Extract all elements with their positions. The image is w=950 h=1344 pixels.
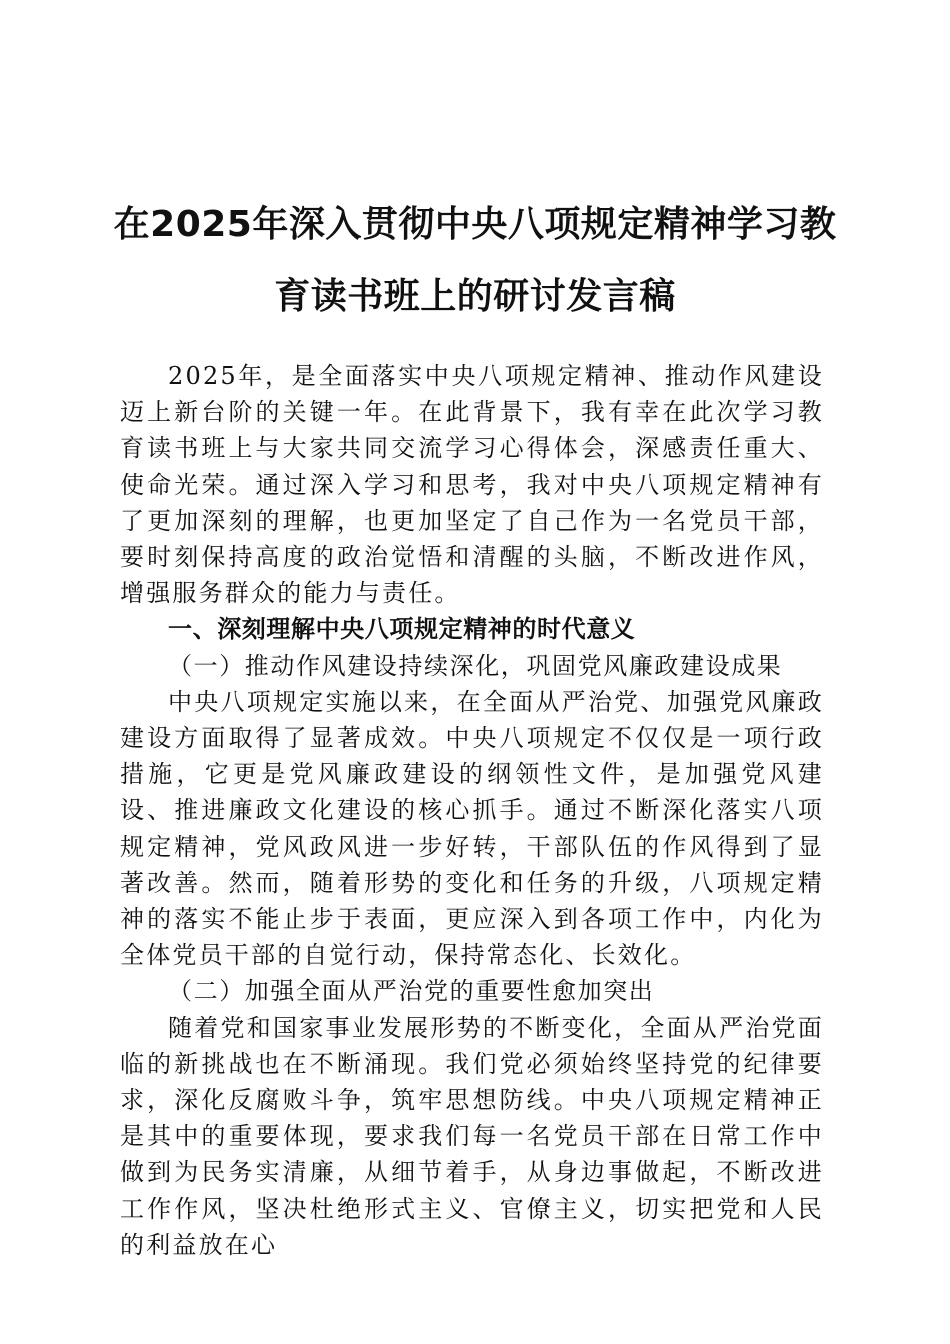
- document-title-line-1: 在2025年深入贯彻中央八项规定精神学习教: [113, 204, 837, 245]
- document-body: [120, 358, 824, 1263]
- body-paragraph-1: 中央八项规定实施以来，在全面从严治党、加强党风廉政建设方面取得了显著成效。中央八项规定不仅仅是一项行政措施，它更是党风廉政建设的纲领性文件，是加强党风建设、推进廉政文化建设的核心抓手。通过不断深化落实八项规定精神，党风政风进一步好转，干部队伍的作风得到了显著改善。然而，随着形势的变化和任务的升级，八项规定精神的落实不能止步于表面，更应深入到各项工作中，内化为全体党员干部的自觉行动，保持常态化、长效化。: [120, 687, 824, 970]
- subsection-heading-1: （一）推动作风建设持续深化，巩固党风廉政建设成果: [168, 651, 783, 680]
- subsection-heading-2: （二）加强全面从严治党的重要性愈加突出: [168, 977, 655, 1006]
- document-title-line-2: 育读书班上的研讨发言稿: [274, 276, 676, 317]
- body-paragraph-2: 随着党和国家事业发展形势的不断变化，全面从严治党面临的新挑战也在不断涌现。我们党必须始终坚持党的纪律要求，深化反腐败斗争，筑牢思想防线。中央八项规定精神正是其中的重要体现，要求我们每一名党员干部在日常工作中做到为民务实清廉，从细节着手，从身边事做起，不断改进工作作风，坚决杜绝形式主义、官僚主义，切实把党和人民的利益放在心: [120, 1013, 824, 1259]
- intro-paragraph: 2025年，是全面落实中央八项规定精神、推动作风建设迈上新台阶的关键一年。在此背景下，我有幸在此次学习教育读书班上与大家共同交流学习心得体会，深感责任重大、使命光荣。通过深入学习和思考，我对中央八项规定精神有了更加深刻的理解，也更加坚定了自己作为一名党员干部，要时刻保持高度的政治觉悟和清醒的头脑，不断改进作风，增强服务群众的能力与责任。: [120, 362, 824, 608]
- section-heading-1: 一、深刻理解中央八项规定精神的时代意义: [168, 615, 636, 644]
